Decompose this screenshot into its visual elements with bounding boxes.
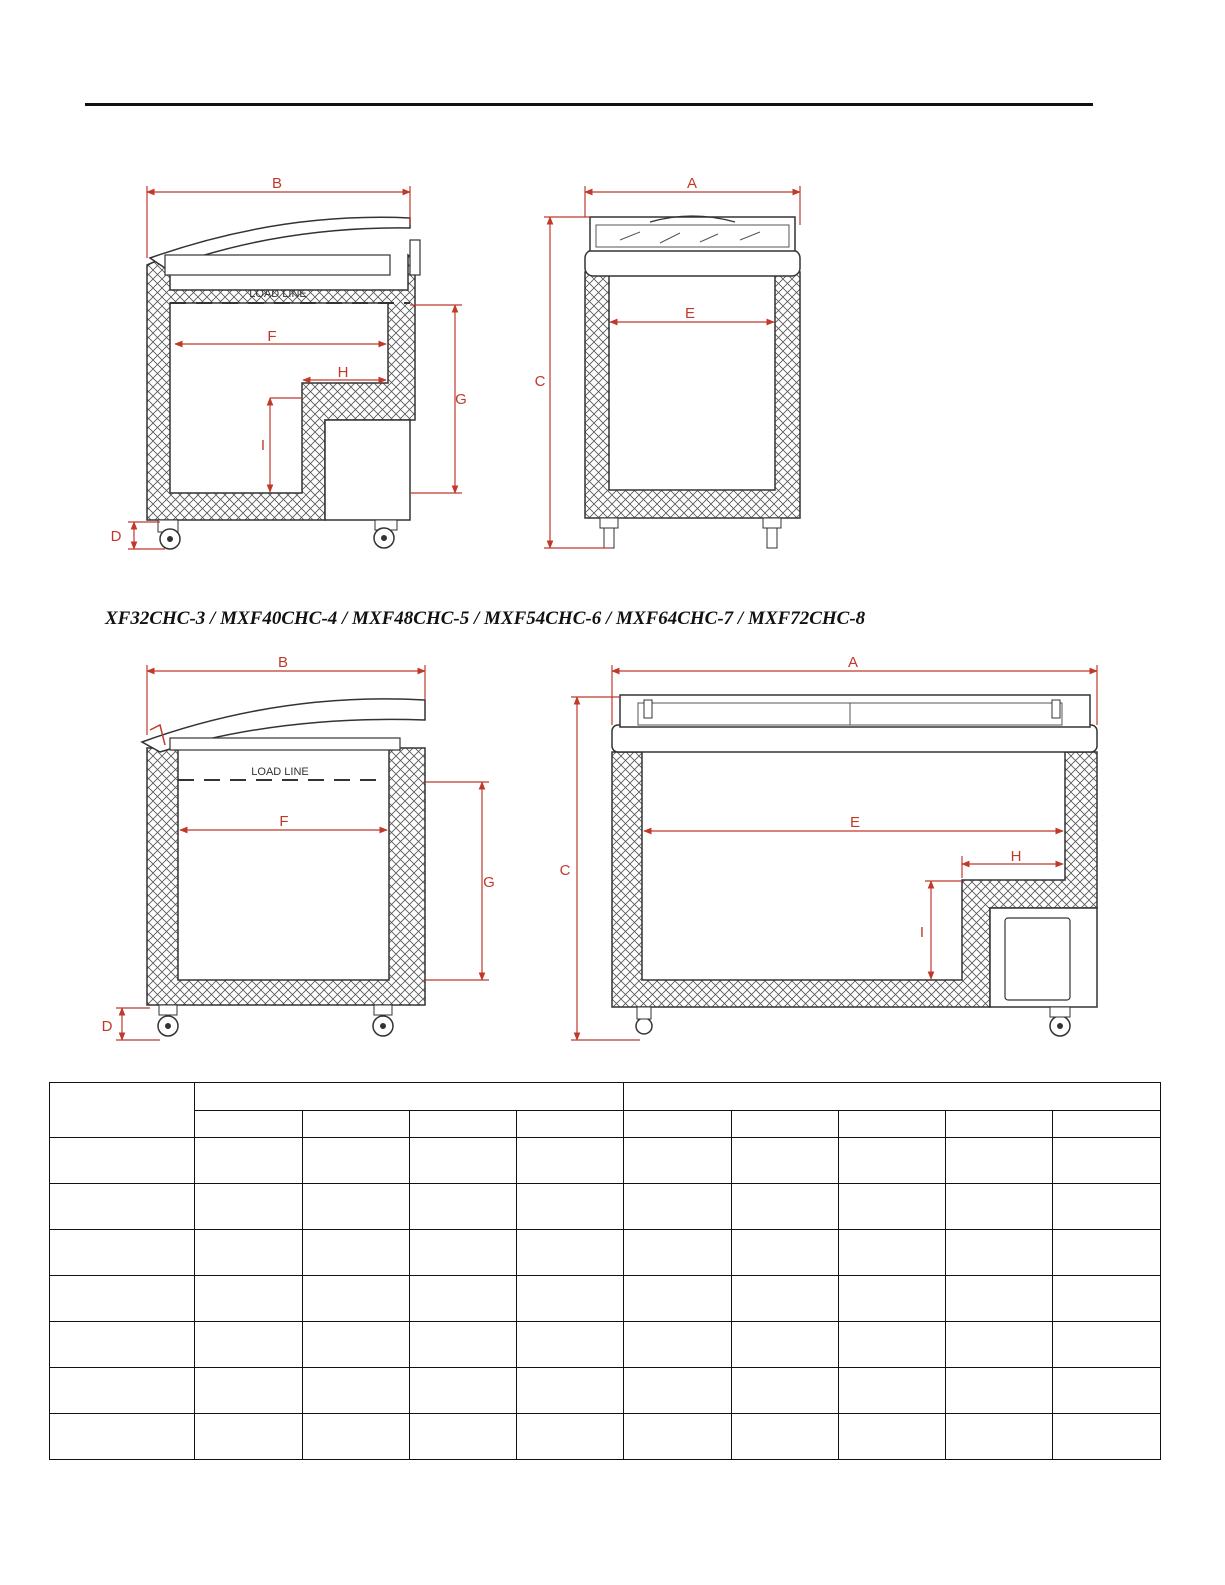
dim-label-e-large: E [849,814,861,831]
models-caption: XF32CHC-3 / MXF40CHC-4 / MXF48CHC-5 / MXF54CHC-6 / MXF64CHC-7 / MXF72CHC-8 [105,608,866,629]
table-sub-header [624,1111,732,1138]
table-row [50,1368,1161,1414]
dim-label-i-large: I [919,924,925,941]
dim-label-d: D [110,528,122,545]
front-view-small [535,175,800,548]
dim-label-h: H [337,364,349,381]
dim-label-f-large: F [279,813,289,830]
table-sub-header [303,1111,410,1138]
table-sub-header [195,1111,303,1138]
table-sub-header [410,1111,517,1138]
table-sub-header [1053,1111,1161,1138]
dim-label-f: F [267,328,277,345]
table-sub-header [732,1111,839,1138]
dim-label-g: G [455,391,467,408]
dim-label-h-large: H [1010,848,1022,865]
table-row [50,1276,1161,1322]
side-view-large [102,654,495,1040]
table-group-header-1 [195,1083,624,1111]
table-sub-header [839,1111,946,1138]
dim-label-d-large: D [101,1018,113,1035]
table-row [50,1414,1161,1460]
dim-label-c: C [534,373,546,390]
front-view-large [560,654,1097,1040]
side-view-small [111,175,467,549]
dim-label-a-large: A [847,654,859,671]
table-row [50,1138,1161,1184]
table-corner-cell [50,1083,195,1138]
table-group-header-2 [624,1083,1161,1111]
load-line-label: LOAD LINE [249,288,307,300]
dimensions-table [49,1082,1161,1460]
table-row [50,1322,1161,1368]
load-line-label-large: LOAD LINE [251,766,309,778]
dim-label-b-large: B [277,654,289,671]
table-sub-header [517,1111,624,1138]
dim-label-c-large: C [559,862,571,879]
dim-label-i: I [260,437,266,454]
dim-label-e: E [684,305,696,322]
dim-label-a: A [686,175,698,192]
table-sub-header [946,1111,1053,1138]
casters [158,520,397,549]
dim-label-b: B [271,175,283,192]
table-row [50,1184,1161,1230]
table-row [50,1230,1161,1276]
dim-label-g-large: G [483,874,495,891]
